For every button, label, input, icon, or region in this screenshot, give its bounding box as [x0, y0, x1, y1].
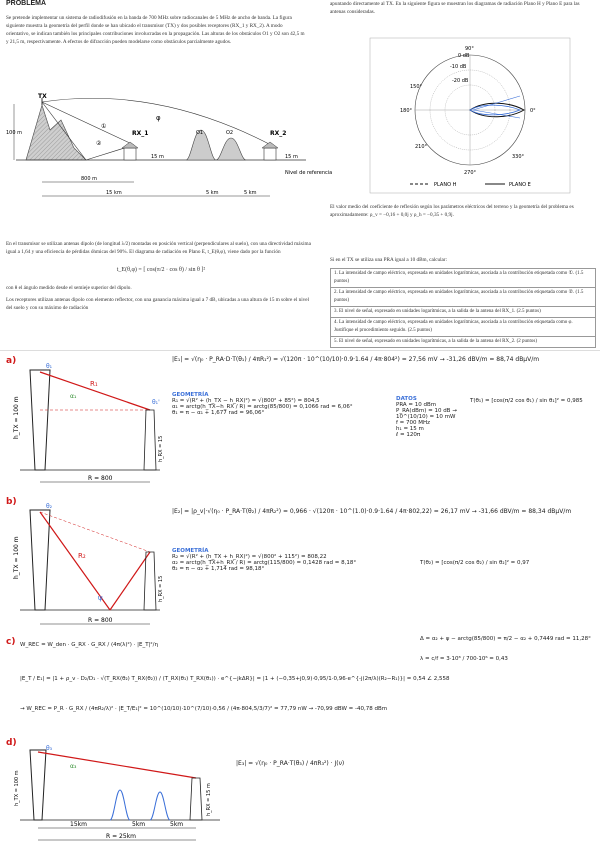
question-3: 3. El nivel de señal, expresado en unidades logarítmicas, a la salida de la antena del RX_1. (2.5 puntos) [330, 307, 596, 318]
section-divider [0, 350, 600, 351]
antenna-paragraph: En el transmisor se utilizan antenas dipolo (de longitud λ/2) montadas en posición vertical (perpendiculares al suelo), con una directividad máxima igual a 1,64 y una eficiencia de pérdidas óhmicas del 90%. El diagrama de radiación en Plano E, t_E(θ,φ), viene dado por la función [6, 241, 311, 255]
rx2-house [264, 148, 276, 160]
d-d5a-label: 5km [132, 821, 146, 828]
b-psi-label: ψ [98, 594, 103, 602]
d-d5b-label: 5km [170, 821, 184, 828]
a-tx-tower [30, 370, 50, 470]
polar-a0: 0° [530, 108, 536, 114]
b-hrx-label: h_RX = 15 [158, 575, 164, 602]
h15a-label: 15 m [151, 154, 164, 160]
b-geometry-block [172, 548, 412, 572]
contrib-1-label: ① [101, 123, 107, 130]
b-geo-line1: R₂ = √(R² + (h_TX + h_RX)²) = √(800² + 115²) = 808,22 [172, 554, 327, 560]
problem-title: PROBLEMA [6, 0, 47, 7]
a-r1-label: R₁ [90, 380, 98, 388]
b-geo-line2: α₂ = arctg(h_TX+h_RX / R) = arctg(115/800) = 0,1428 rad = 8,18° [172, 560, 357, 566]
a-data-3: f = 700 MHz [396, 420, 431, 426]
d-ray [38, 752, 196, 778]
rx1-label: RX_1 [132, 130, 149, 137]
o1-label: O1 [196, 130, 204, 136]
tx-hill-hatch [26, 105, 86, 160]
tx-label: TX [38, 93, 47, 100]
intro-paragraph: Se pretende implementar un sistema de radiodifusión en la banda de 700 MHz sobre radiocanales de 5 MHz de ancho de banda. La figura siguiente muestra la geometría del perfil donde se han ubicado el transmisor (TX) y dos posibles receptores (RX_1 y RX_2). A modo orientativo, se indican también los principales contribuciones involucradas en la propagación. Las alturas de los obstáculos O1 y O2 son 42,5 m y 21,5 m, respectivamente. A efectos de difracción pueden modelarse como obstáculos parcialmente agudos. [6, 15, 305, 45]
a-geo-title: GEOMETRÍA [172, 392, 209, 398]
d-htx-label: h_TX = 100 m [14, 770, 20, 806]
profile-figure [6, 90, 333, 210]
c-eq4: λ = c/f = 3·10⁸ / 700·10⁶ = 0,43 [420, 656, 508, 662]
questions-block [330, 256, 596, 348]
a-geo-line3: θ₁ = π − α₁ + 1,677 rad = 96,06° [172, 410, 265, 416]
d-rx-tower [190, 778, 202, 820]
a-r-label: R = 800 [88, 475, 113, 482]
contrib-2-label: ② [96, 140, 102, 147]
polar-diagram [370, 38, 570, 193]
b-geo-line3: θ₂ = π − α₂ + 1,714 rad = 98,18° [172, 566, 265, 572]
theta-definition: con θ el ángulo medido desde el semieje superior del dipolo. [6, 285, 132, 291]
b-r-label: R = 800 [88, 617, 113, 624]
part-d-sketch [10, 742, 230, 846]
question-4: 4. La intensidad de campo eléctrico, expresada en unidades logarítmicas, asociada a la contribución etiquetada como φ. Justifique el procedimiento seguido. (2.5 puntos) [330, 318, 596, 337]
ref-label: Nivel de referencia [285, 170, 333, 176]
b-field-eq: |E₂| = |ρ_v|·√(η₀ · P_RA·T(θ₂) / 4πR₂²) = 0,966 · √(120π · 10^(1.0)·0.9·1.64 / 4π·802,22) = 26,17 mV → -31,66 dBV/m = 88,34 dBμV/m [172, 508, 572, 515]
polar-db10: -10 dB [450, 64, 467, 70]
a-data-title: DATOS [396, 396, 417, 402]
question-2: 2. La intensidad de campo eléctrico, expresada en unidades logarítmicas, asociada a la contribución etiquetada como ②. (1.5 puntos) [330, 288, 596, 307]
polar-a210: 210° [415, 144, 428, 150]
legend-plane-e: PLANO E [509, 182, 531, 188]
polar-db0: 0 dB [458, 53, 470, 59]
a-field-eq: |E₁| = √(η₀ · P_RA·D·T(θ₁) / 4πR₁²) = √(120π · 10^(10/10)·0.9·1.64 / 4π·804²) = 27,56 mV → -31,26 dBV/m = 88,74 dBμV/m [172, 356, 540, 363]
polar-a180: 180° [400, 108, 413, 114]
d-d15-label: 15km [70, 821, 87, 828]
part-c-label: c) [6, 637, 16, 647]
d-tx-tower [30, 750, 46, 820]
part-b-label: b) [6, 497, 17, 507]
d5a-label: 5 km [206, 190, 219, 196]
b-theta2-label: θ₂ [46, 503, 53, 510]
b-geo-title: GEOMETRÍA [172, 548, 209, 554]
antenna-text-block [6, 240, 316, 312]
a-theta1-label: θ₁ [46, 363, 53, 370]
d5b-label: 5 km [244, 190, 257, 196]
b-t-theta2: T(θ₂) = [cos(π/2 cos θ₂) / sin θ₂]² = 0,97 [420, 560, 530, 566]
a-data-5: ℓ = 120π [396, 432, 421, 438]
a-rx-tower [144, 410, 156, 470]
d-r-label: R = 25km [106, 833, 136, 840]
part-a-label: a) [6, 356, 17, 366]
a-theta1p-label: θ₁' [152, 399, 160, 406]
part-a-sketch [10, 360, 170, 490]
a-data-block [396, 396, 466, 438]
rx2-roof [262, 142, 278, 148]
d-obstacle-2 [150, 792, 170, 820]
a-geometry-block [172, 392, 392, 416]
rho-paragraph: El valor medio del coeficiente de reflexión según los parámetros eléctricos del terreno y la geometría del problema es aproximadamente: ρ_v = −0,16 + 0,0j y ρ_h = −0,35 + 0,9j. [330, 204, 574, 218]
b-rx-tower [144, 552, 156, 610]
rx2-label: RX_2 [270, 130, 287, 137]
d15-label: 15 km [106, 190, 122, 196]
a-hrx-label: h_RX = 15 [158, 435, 164, 462]
d-hrx-label: h_RX = 15 m [206, 783, 212, 816]
d-field-eq: |E₃| = √(η₀ · P_RA·T(θ₃) / 4πR₃²) · J(ν) [236, 760, 345, 767]
o2-label: O2 [226, 130, 234, 136]
a-geo-line2: α₁ = arctg(h_TX−h_RX / R) = arctg(85/800) = 0,1066 rad = 6,06° [172, 404, 353, 410]
a-t-theta1: T(θ₁) = [cos(π/2 cos θ₁) / sin θ₁]² = 0,985 [470, 398, 583, 404]
b-direct [40, 512, 150, 552]
c-eq5: → W_REC = P_R · G_RX / (4πR₂/λ)² · |E_T/E₁|² = 10^(10/10)·10^(7/10)·0,56 / (4π·804,5/3/7)² = 77,79 nW → -70,99 dBW = -40,78 dBm [20, 706, 388, 712]
questions-intro: Si en el TX se utiliza una PRA igual a 10 dBm, calcular: [330, 257, 448, 263]
receiver-paragraph: Los receptores utilizan antenas dipolo con elemento reflector, con una ganancia máxima igual a 7 dB, ubicadas a una altura de 15 m sobre el nivel del suelo y con su máximo de radiación [6, 297, 310, 311]
question-1: 1. La intensidad de campo eléctrico, expresada en unidades logarítmicas, asociada a la contribución etiquetada como ①. (1.5 puntos) [330, 268, 596, 288]
intro-paragraph-block [6, 14, 306, 46]
obstacles-shape [186, 130, 246, 160]
polar-a90: 90° [465, 46, 474, 52]
b-r2-label: R₂ [78, 552, 86, 560]
legend-plane-h: PLANO H [434, 182, 457, 188]
part-b-sketch [10, 500, 170, 630]
c-eq2: |E_T / E₁| = |1 + ρ_v · D₂/D₁ · √(T_RX(θ₂) T_RX(θ₂)) / (T_RX(θ₁) T_RX(θ₁)) · e^{−jkΔR}| = |1 + (−0,35+j0,9)·0,95/1·0,96·e^{-j(2π/λ)(R₂−R₁)}| = 0,54 ∠ 2,558 [20, 676, 450, 682]
a-data-2: P_RA(dBm) = 10 dB → 10^(10/10) = 10 mW [396, 408, 457, 420]
contrib-phi-label: φ [156, 114, 161, 122]
c-eq1: W_REC = W_den · G_RX · G_RX / (4π(λ)²) · |E_T|²/η [20, 642, 158, 648]
a-htx-label: h_TX = 100 m [13, 396, 20, 439]
a-alpha1-label: α₁ [70, 393, 77, 400]
polar-db20: -20 dB [452, 78, 469, 84]
d800-label: 800 m [81, 176, 98, 182]
d-obstacle-1 [110, 790, 130, 820]
polar-a150: 150° [410, 84, 423, 90]
a-geo-line1: R₁ = √(R² + (h_TX − h_RX)²) = √(800² + 85²) = 804,5 [172, 398, 320, 404]
right-top-text [330, 0, 596, 16]
question-5: 5. El nivel de señal, expresado en unidades logarítmicas, a la salida de la antena del RX_2. (2 puntos) [330, 337, 596, 348]
b-htx-label: h_TX = 100 m [13, 536, 20, 579]
rho-block [330, 203, 596, 219]
d-alpha3-label: α₃ [70, 763, 77, 770]
h100-label: 100 m [6, 130, 23, 136]
a-ray [40, 372, 150, 410]
questions-list [330, 268, 596, 348]
right-top-paragraph: apuntando directamente al TX. En la siguiente figura se muestran los diagramas de radiación Plano H y Plano E para las antenas consideradas. [330, 1, 580, 15]
c-eq3: Δ = α₂ + ψ − arctg(85/800) = π/2 − α₂ + 0,7449 rad = 11,28° [420, 636, 591, 642]
pattern-formula: t_E(θ,φ) = [ cos(π/2 · cos θ) / sin θ ]² [116, 267, 206, 273]
rx1-house [124, 148, 136, 160]
polar-a330: 330° [512, 154, 525, 160]
a-data-4: h₁ = 15 m [396, 426, 424, 432]
rx1-roof [122, 142, 138, 148]
d-theta3-label: θ₃ [46, 745, 53, 752]
b-tx-tower [30, 510, 50, 610]
part-d-label: d) [6, 738, 17, 748]
a-data-1: PRA = 10 dBm [396, 402, 437, 408]
polar-a270: 270° [464, 170, 477, 176]
h15b-label: 15 m [285, 154, 298, 160]
